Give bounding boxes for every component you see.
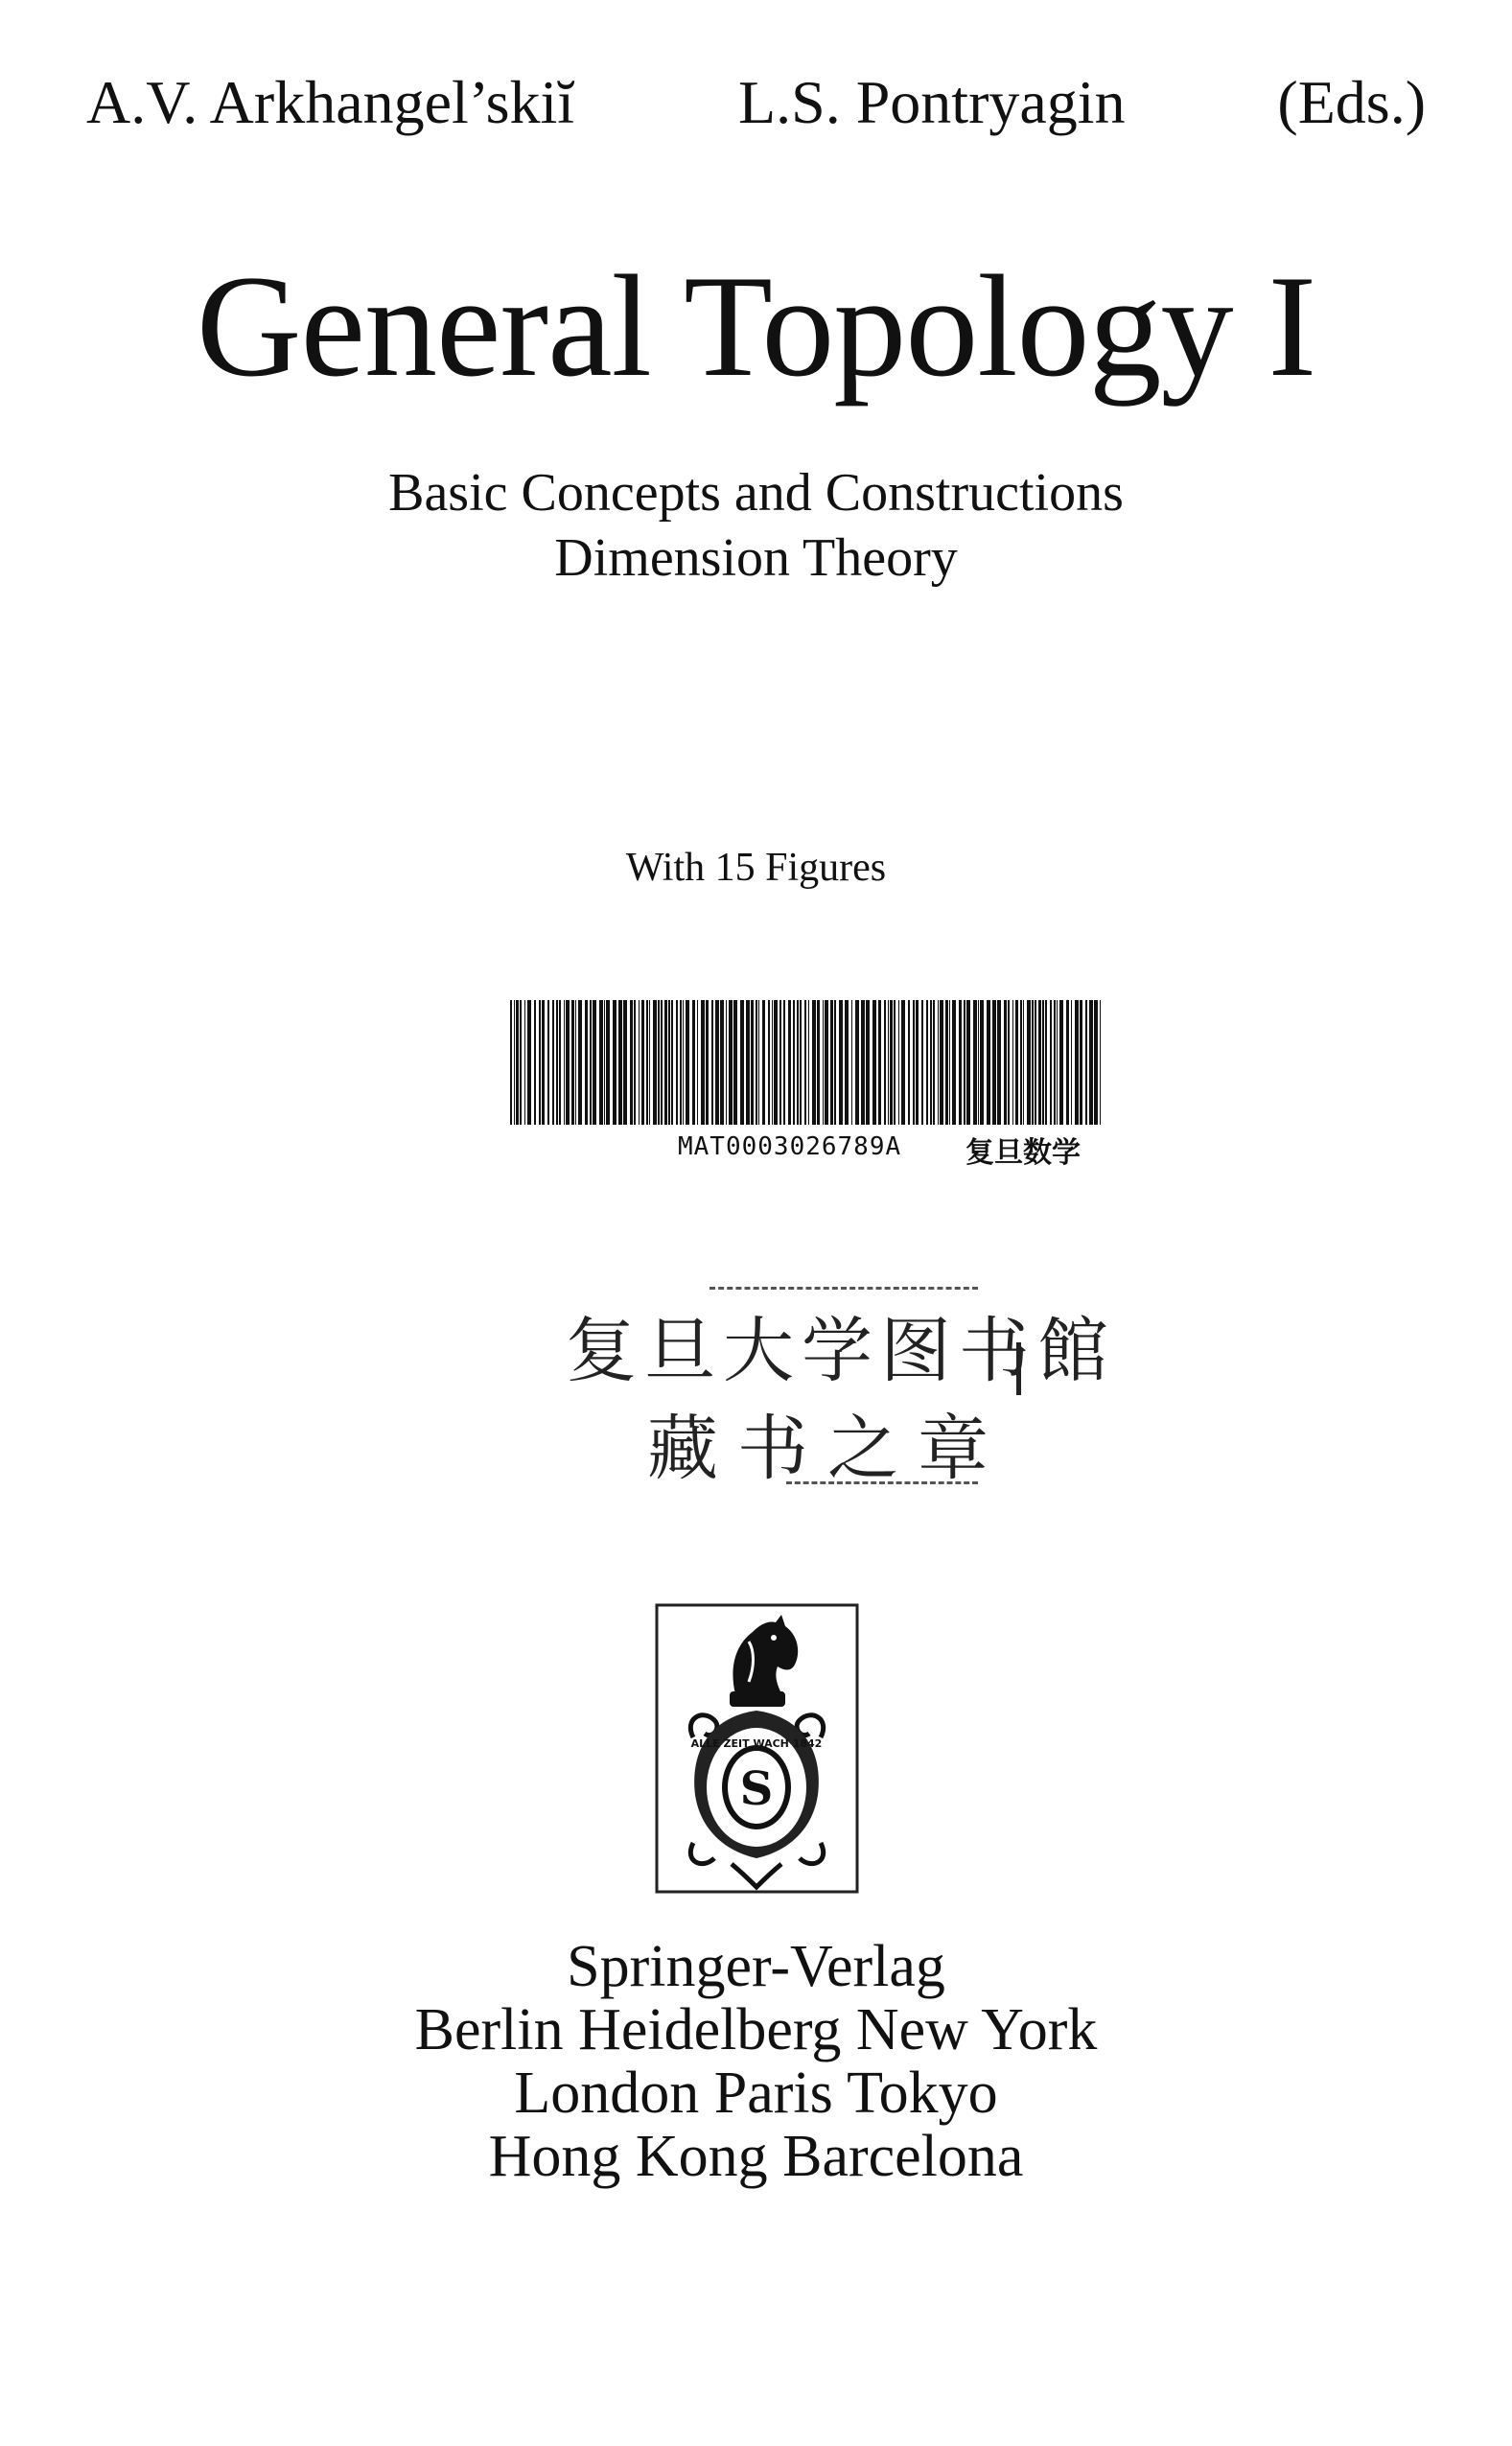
barcode-bar — [800, 1000, 802, 1125]
barcode-bar — [671, 1000, 673, 1125]
barcode-bar — [686, 1000, 689, 1125]
editor-pontryagin: L.S. Pontryagin — [738, 68, 1126, 136]
publisher-cities-line-1: Berlin Heidelberg New York — [414, 1997, 1098, 2062]
barcode-bar — [1045, 1000, 1047, 1125]
barcode-bar — [733, 1000, 737, 1125]
barcode-bar — [578, 1000, 582, 1125]
barcode-bar — [668, 1000, 670, 1125]
barcode-bar — [1042, 1000, 1044, 1125]
barcode-bar — [1032, 1000, 1034, 1125]
barcode-bar — [756, 1000, 757, 1125]
barcode-bar — [830, 1000, 833, 1125]
publisher-name: Springer-Verlag — [567, 1934, 945, 1999]
barcode-bar — [646, 1000, 648, 1125]
barcode-bar — [751, 1000, 754, 1125]
stamp-border-side — [1016, 1342, 1021, 1395]
barcode-bar — [559, 1000, 561, 1125]
barcode-bar — [1035, 1000, 1036, 1125]
barcode-bar — [539, 1000, 541, 1125]
barcode-bar — [653, 1000, 657, 1125]
barcode-bar — [797, 1000, 799, 1125]
springer-chess-knight-logo-icon — [655, 1603, 859, 1894]
barcode-bar — [697, 1000, 698, 1125]
barcode-bar — [1015, 1000, 1018, 1125]
barcode-bar — [921, 1000, 923, 1125]
barcode-bar — [639, 1000, 640, 1125]
barcode-bar — [510, 1000, 512, 1125]
barcode-bar — [1057, 1000, 1058, 1125]
publisher-cities-line-2: London Paris Tokyo — [514, 2061, 998, 2126]
barcode-bar — [978, 1000, 979, 1125]
barcode-bar — [774, 1000, 778, 1125]
stamp-text-line-2: 藏书之章 — [647, 1408, 1008, 1490]
stamp-border-top — [709, 1287, 978, 1290]
book-subtitle — [0, 460, 1512, 591]
barcode-bar — [772, 1000, 773, 1125]
barcode-bar — [966, 1000, 970, 1125]
barcode-bar — [706, 1000, 709, 1125]
barcode-bar — [566, 1000, 570, 1125]
barcode-bar — [606, 1000, 610, 1125]
barcode-bar — [866, 1000, 870, 1125]
barcode-bar — [940, 1000, 943, 1125]
subtitle-line-2: Dimension Theory — [554, 528, 958, 588]
barcode-bar — [930, 1000, 932, 1125]
barcode-bar — [788, 1000, 791, 1125]
barcode-bar — [959, 1000, 962, 1125]
barcode-bar — [726, 1000, 727, 1125]
barcode-bar — [630, 1000, 633, 1125]
barcode-bar — [1050, 1000, 1052, 1125]
barcode-bar — [547, 1000, 549, 1125]
barcode-bar — [1089, 1000, 1093, 1125]
publisher-logo-icon — [655, 1603, 859, 1894]
barcode-bar — [740, 1000, 744, 1125]
subtitle-line-1: Basic Concepts and Constructions — [388, 463, 1124, 523]
barcode-bar — [514, 1000, 515, 1125]
barcode-bar — [997, 1000, 1001, 1125]
barcode-bar — [1100, 1000, 1101, 1125]
editors-line — [86, 59, 1426, 146]
barcode-bar — [878, 1000, 881, 1125]
barcode-bar — [1071, 1000, 1072, 1125]
barcode-bar — [888, 1000, 889, 1125]
barcode-bar — [1094, 1000, 1098, 1125]
barcode-bar — [817, 1000, 820, 1125]
barcode-bar — [779, 1000, 781, 1125]
barcode-bar — [1066, 1000, 1069, 1125]
barcode-bar — [649, 1000, 650, 1125]
barcode-bar — [701, 1000, 705, 1125]
barcode-bar — [585, 1000, 588, 1125]
barcode-bar — [949, 1000, 950, 1125]
barcode-bar — [711, 1000, 713, 1125]
barcode-bar — [851, 1000, 852, 1125]
barcode-bar — [980, 1000, 984, 1125]
barcode-bar — [952, 1000, 956, 1125]
barcode-bar — [593, 1000, 596, 1125]
barcode-bar — [575, 1000, 576, 1125]
stamp-border-bottom — [786, 1481, 978, 1484]
book-title: General Topology I — [196, 245, 1316, 407]
barcode-bar — [683, 1000, 684, 1125]
barcode-bar — [898, 1000, 899, 1125]
barcode-bar — [808, 1000, 809, 1125]
barcode-bar — [945, 1000, 948, 1125]
barcode-bar — [1080, 1000, 1082, 1125]
editor-arkhangelskii: A.V. Arkhangel’skiĭ — [86, 68, 575, 136]
barcode-bar — [834, 1000, 836, 1125]
barcode-bar — [542, 1000, 545, 1125]
barcode-bar — [861, 1000, 865, 1125]
barcode-bar — [658, 1000, 660, 1125]
barcode-bar — [1004, 1000, 1007, 1125]
barcode-bar — [720, 1000, 724, 1125]
barcode-bar — [692, 1000, 695, 1125]
barcode-bar — [916, 1000, 919, 1125]
barcode-bar — [599, 1000, 603, 1125]
barcode-bar — [556, 1000, 558, 1125]
barcode-bar — [973, 1000, 977, 1125]
barcode-bar — [823, 1000, 824, 1125]
barcode-bar — [964, 1000, 965, 1125]
barcode-bar — [913, 1000, 915, 1125]
publisher-block — [0, 1935, 1512, 2188]
barcode-bar — [1027, 1000, 1031, 1125]
barcode-bar — [992, 1000, 996, 1125]
barcode-bar — [890, 1000, 893, 1125]
barcode-bar — [901, 1000, 905, 1125]
barcode-bar — [884, 1000, 886, 1125]
barcode-bar — [762, 1000, 765, 1125]
barcode-bar — [1059, 1000, 1063, 1125]
barcode-bar — [520, 1000, 522, 1125]
barcode-number: MAT0003026789A — [678, 1132, 902, 1161]
barcode-bar — [1020, 1000, 1022, 1125]
barcode-bar — [825, 1000, 828, 1125]
barcode-bar — [894, 1000, 896, 1125]
barcode-bar — [680, 1000, 682, 1125]
editors-role: (Eds.) — [1277, 68, 1426, 136]
barcode-bar — [768, 1000, 770, 1125]
barcode-bar — [1085, 1000, 1087, 1125]
library-ownership-stamp — [566, 1285, 1116, 1490]
barcode-bar — [534, 1000, 536, 1125]
barcode-bar — [604, 1000, 605, 1125]
barcode-bar — [793, 1000, 795, 1125]
barcode-bar — [641, 1000, 644, 1125]
barcode-bar — [1075, 1000, 1079, 1125]
barcode-bar — [758, 1000, 759, 1125]
barcode-icon — [510, 1000, 1105, 1130]
barcode-bar — [623, 1000, 627, 1125]
barcode-bar — [590, 1000, 592, 1125]
barcode-bar — [845, 1000, 849, 1125]
barcode-bar — [571, 1000, 574, 1125]
barcode-bar — [812, 1000, 816, 1125]
barcode-bar — [527, 1000, 531, 1125]
barcode-bar — [729, 1000, 733, 1125]
figures-note: With 15 Figures — [625, 846, 887, 890]
barcode-bar — [933, 1000, 935, 1125]
barcode-bar — [618, 1000, 622, 1125]
barcode-bar — [1023, 1000, 1024, 1125]
barcode-bar — [1054, 1000, 1056, 1125]
barcode-bar — [855, 1000, 859, 1125]
barcode-bar — [783, 1000, 785, 1125]
library-barcode — [510, 1000, 1105, 1173]
barcode-bar — [1012, 1000, 1013, 1125]
logo-motto: ALLE ZEIT WACH 1842 — [690, 1737, 823, 1750]
barcode-bar — [804, 1000, 806, 1125]
barcode-bar — [908, 1000, 910, 1125]
barcode-bar — [552, 1000, 554, 1125]
barcode-bar — [1008, 1000, 1010, 1125]
barcode-bar — [938, 1000, 939, 1125]
barcode-bar — [564, 1000, 565, 1125]
barcode-bar — [634, 1000, 636, 1125]
barcode-bar — [746, 1000, 750, 1125]
barcode-bar — [926, 1000, 928, 1125]
barcode-bar — [987, 1000, 990, 1125]
barcode-bar — [664, 1000, 667, 1125]
stamp-text-line-1: 复旦大学图书館 — [566, 1310, 1116, 1392]
publisher-cities-line-3: Hong Kong Barcelona — [488, 2124, 1024, 2189]
barcode-bar — [676, 1000, 678, 1125]
barcode-bar — [524, 1000, 525, 1125]
barcode-library-label: 复旦数学 — [965, 1136, 1081, 1170]
barcode-bar — [1038, 1000, 1041, 1125]
barcode-bar — [661, 1000, 663, 1125]
barcode-bar — [613, 1000, 616, 1125]
barcode-bar — [715, 1000, 719, 1125]
logo-monogram: S — [739, 1762, 774, 1816]
barcode-bar — [872, 1000, 876, 1125]
barcode-bar — [839, 1000, 843, 1125]
barcode-bar — [516, 1000, 519, 1125]
